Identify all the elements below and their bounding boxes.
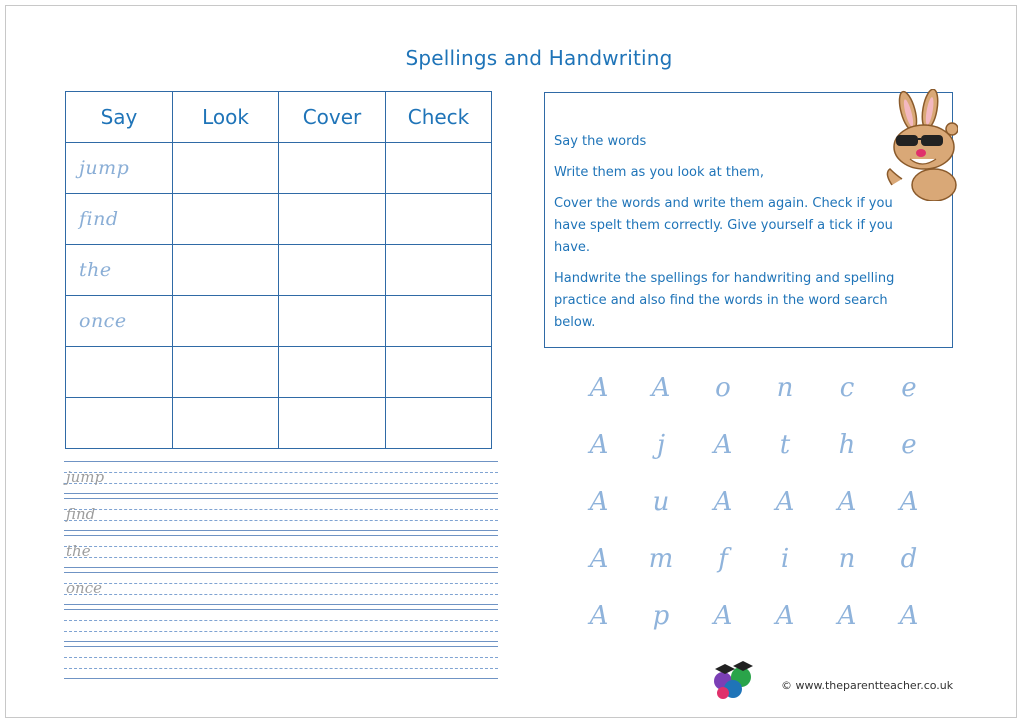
handwriting-row [64,607,498,644]
cover-cell [279,194,386,245]
letter-cell: e [901,373,917,403]
writing-guide [64,472,498,473]
handwriting-practice-lines [64,459,498,681]
writing-line [64,641,498,642]
letter-cell: h [838,430,856,460]
writing-guide [64,668,498,669]
say-cell [66,398,173,449]
handwriting-row [64,644,498,681]
writing-guide [64,657,498,658]
trace-word: the [66,542,91,560]
look-cell [173,245,279,296]
letter-cell: A [589,373,609,403]
writing-line [64,609,498,610]
writing-line [64,678,498,679]
letter-cell: A [713,487,733,517]
cover-cell [279,296,386,347]
trace-word: once [66,579,102,597]
say-cell [66,143,173,194]
cover-cell [279,143,386,194]
letter-cell: c [839,373,855,403]
header-cover: Cover [279,92,386,143]
say-cell [66,296,173,347]
instruction-handwrite: Handwrite the spellings for handwriting and spelling practice and also find the words in the word search below. [554,271,895,330]
letter-cell: d [900,544,918,574]
letter-cell: A [713,601,733,631]
letter-cell: A [775,601,795,631]
writing-line [64,567,498,568]
table-row [66,143,492,194]
say-cell [66,347,173,398]
check-cell [386,143,492,194]
handwriting-row [64,496,498,533]
spelling-word: the [79,259,112,281]
letter-cell: A [589,430,609,460]
table-row [66,245,492,296]
writing-line [64,646,498,647]
look-cell [173,194,279,245]
writing-guide [64,546,498,547]
trace-word: find [66,505,96,523]
check-cell [386,245,492,296]
word-search-grid [568,368,938,653]
instruction-cover: Cover the words and write them again. Check if you have spelt them correctly. Give yourself a tick if you have. [554,196,893,255]
writing-line [64,493,498,494]
table-row [66,398,492,449]
look-cell [173,143,279,194]
instruction-say: Say the words [554,134,647,149]
writing-line [64,530,498,531]
say-cell [66,194,173,245]
writing-guide [64,509,498,510]
letter-cell: j [656,430,666,460]
writing-guide [64,594,498,595]
letter-cell: A [651,373,671,403]
writing-line [64,535,498,536]
writing-line [64,604,498,605]
writing-line [64,498,498,499]
letter-cell: i [780,544,790,574]
page-title: Spellings and Handwriting [405,46,673,70]
copyright-text: © www.theparentteacher.co.uk [781,679,954,692]
letter-cell: p [652,601,670,631]
instructions-box [544,92,953,348]
writing-guide [64,583,498,584]
letter-cell: A [837,487,857,517]
look-cell [173,398,279,449]
table-header-row [66,92,492,143]
letter-cell: A [589,544,609,574]
letter-cell: f [718,544,728,574]
check-cell [386,296,492,347]
letter-cell: A [899,487,919,517]
letter-cell: t [779,430,791,460]
letter-cell: A [837,601,857,631]
cover-cell [279,347,386,398]
cover-cell [279,398,386,449]
header-say: Say [66,92,173,143]
letter-cell: A [713,430,733,460]
writing-line [64,461,498,462]
spelling-word: once [79,310,127,332]
check-cell [386,194,492,245]
bunny-mascot-icon [878,89,958,201]
writing-guide [64,631,498,632]
spelling-table [65,91,492,449]
handwriting-row [64,533,498,570]
cover-cell [279,245,386,296]
instruction-write: Write them as you look at them, [554,165,764,180]
table-row [66,347,492,398]
spelling-word: jump [79,157,130,179]
letter-cell: o [715,373,731,403]
letter-cell: u [652,487,670,517]
check-cell [386,398,492,449]
header-look: Look [173,92,279,143]
writing-guide [64,520,498,521]
trace-word: jump [66,468,105,486]
look-cell [173,347,279,398]
table-row [66,194,492,245]
letter-cell: A [589,487,609,517]
say-cell [66,245,173,296]
look-cell [173,296,279,347]
writing-guide [64,483,498,484]
letter-cell: e [901,430,917,460]
header-check: Check [386,92,492,143]
writing-line [64,572,498,573]
parent-teacher-logo-icon [711,661,755,701]
letter-cell: n [838,544,856,574]
letter-cell: A [899,601,919,631]
letter-cell: A [589,601,609,631]
letter-cell: m [648,544,674,574]
letter-cell: n [776,373,794,403]
spelling-word: find [79,208,119,230]
check-cell [386,347,492,398]
handwriting-row [64,570,498,607]
writing-guide [64,620,498,621]
writing-guide [64,557,498,558]
table-row [66,296,492,347]
handwriting-row [64,459,498,496]
letter-cell: A [775,487,795,517]
